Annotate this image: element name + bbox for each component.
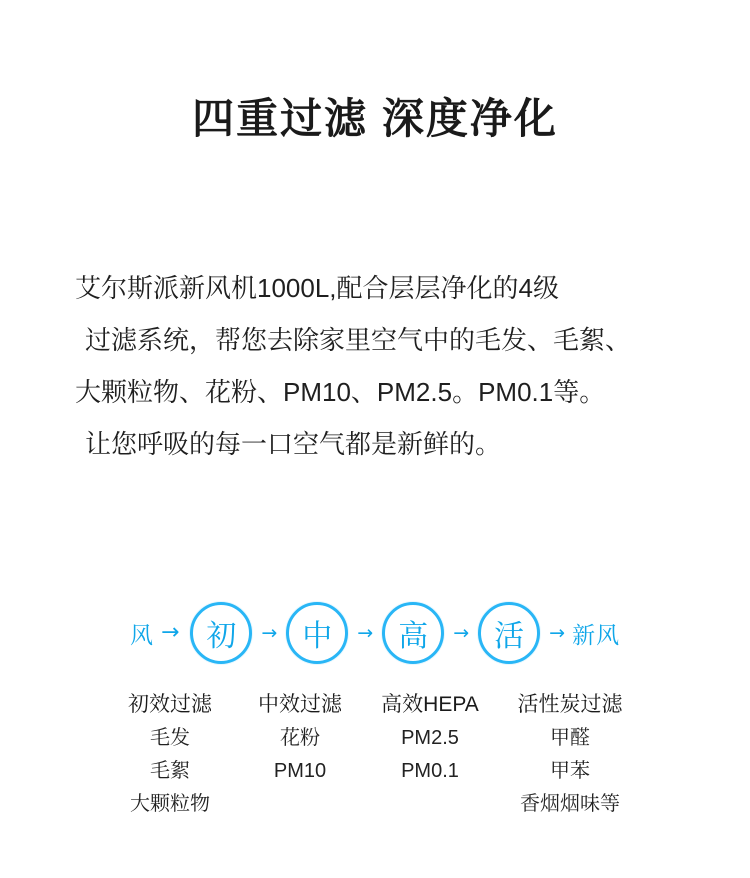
filter-column-carbon xyxy=(495,688,645,821)
column-item: 大颗粒物 xyxy=(130,793,210,816)
column-item: 香烟烟味等 xyxy=(520,793,620,816)
filter-stage-primary: 初 xyxy=(190,602,252,664)
filter-details-columns xyxy=(0,688,750,821)
arrow-right-icon: → xyxy=(261,621,278,644)
description-line: 过滤系统，帮您去除家里空气中的毛发、毛絮、 xyxy=(85,325,632,356)
column-title: 高效HEPA xyxy=(381,693,479,717)
arrow-right-icon: → xyxy=(160,620,180,646)
description-line: 让您呼吸的每一口空气都是新鲜的。 xyxy=(85,429,502,460)
description-line: 大颗粒物、花粉、PM10、PM2.5。PM0.1等。 xyxy=(75,377,606,408)
flow-end-label: 新风 xyxy=(572,621,621,648)
column-item: PM10 xyxy=(273,760,327,783)
arrow-right-icon: → xyxy=(453,621,470,644)
column-item: 毛絮 xyxy=(150,760,190,783)
filter-column-primary xyxy=(105,688,235,821)
column-item: 甲醛 xyxy=(550,727,590,750)
column-item: 花粉 xyxy=(280,727,320,750)
page-title: 四重过滤 深度净化 xyxy=(192,95,558,143)
filter-column-medium xyxy=(235,688,365,821)
arrow-right-icon: → xyxy=(549,621,566,644)
column-item: PM2.5 xyxy=(401,727,459,750)
column-item: 甲苯 xyxy=(550,760,590,783)
filter-column-hepa xyxy=(365,688,495,821)
filtration-flow-diagram xyxy=(0,588,750,698)
column-title: 活性炭过滤 xyxy=(517,693,623,717)
column-item: PM0.1 xyxy=(401,760,459,783)
filter-stage-hepa: 高 xyxy=(382,602,444,664)
filter-stage-medium: 中 xyxy=(286,602,348,664)
product-detail-page xyxy=(0,28,750,878)
description-paragraph xyxy=(75,170,675,470)
column-title: 初效过滤 xyxy=(128,693,212,717)
description-line: 艾尔斯派新风机1000L,配合层层净化的4级 xyxy=(75,273,559,304)
flow-start-label: 风 xyxy=(129,621,154,648)
filter-stage-carbon: 活 xyxy=(478,602,540,664)
arrow-right-icon: → xyxy=(357,621,374,644)
column-title: 中效过滤 xyxy=(258,693,342,717)
column-item: 毛发 xyxy=(150,727,190,750)
